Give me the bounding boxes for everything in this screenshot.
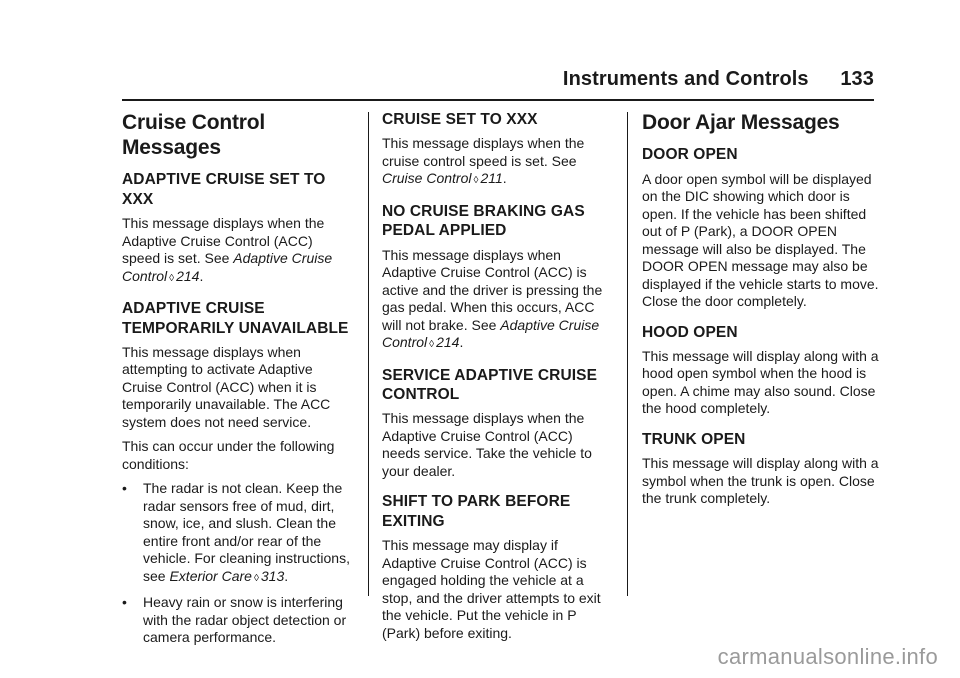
no-cruise-braking-text: This message displays when Adaptive Cruise Control (ACC) is active and the driver is pressing the gas pedal. When this occurs, ACC will not brake. See Adaptive Cruise Control ◊ 214. [382, 246, 603, 351]
adaptive-cruise-control-link[interactable]: Adaptive Cruise Control ◊ 214 [122, 250, 333, 284]
door-open-text: A door open symbol will be displayed on the DIC showing which door is open. If the vehicle has been shifted out of P (Park), a DOOR OPEN message will also be displayed. The DOOR OPEN message may also be displayed if the vehicle starts to move. Close the door completely. [642, 170, 879, 310]
conditions-list [122, 480, 354, 647]
page-ref-icon: ◊ [169, 272, 175, 284]
bullet-icon: • [122, 594, 127, 611]
shift-to-park-text: This message may display if Adaptive Cruise Control (ACC) is engaged holding the vehicle at a stop, and the driver attempts to exit the vehicle. Put the vehicle in P (Park) before exiting. [382, 537, 601, 641]
watermark: carmanualsonline.info [717, 644, 938, 669]
adaptive-cruise-control-link-2[interactable]: Adaptive Cruise Control ◊ 214 [382, 316, 600, 351]
hood-open-heading: HOOD OPEN [642, 323, 738, 341]
page-header [0, 68, 874, 91]
service-adaptive-cruise-text: This message displays when the Adaptive Cruise Control (ACC) needs service. Take the vehicle to your dealer. [382, 410, 592, 479]
column-1 [122, 110, 354, 654]
page-number: 133 [840, 68, 874, 90]
page-ref-icon: ◊ [473, 175, 479, 187]
cruise-control-messages-title: Cruise Control Messages [122, 111, 266, 160]
page-ref-icon: ◊ [253, 572, 259, 584]
column-3 [642, 110, 880, 515]
exterior-care-link[interactable]: Exterior Care ◊ 313 [169, 567, 285, 584]
shift-to-park-heading: SHIFT TO PARK BEFORE EXITING [382, 493, 571, 530]
page-ref-icon: ◊ [429, 339, 435, 351]
cruise-control-link[interactable]: Cruise Control ◊ 211 [382, 170, 503, 187]
cruise-set-heading: CRUISE SET TO XXX [382, 111, 538, 128]
adaptive-cruise-set-heading: ADAPTIVE CRUISE SET TO XXX [122, 171, 326, 208]
cruise-set-text: This message displays when the cruise control speed is set. See Cruise Control ◊ 211. [382, 135, 585, 187]
service-adaptive-cruise-heading: SERVICE ADAPTIVE CRUISE CONTROL [382, 366, 598, 403]
column-divider-1 [368, 112, 369, 596]
adaptive-cruise-unavailable-heading: ADAPTIVE CRUISE TEMPORARILY UNAVAILABLE [122, 300, 349, 337]
list-item: • Heavy rain or snow is interfering with the radar object detection or camera performance. [122, 594, 347, 646]
door-open-heading: DOOR OPEN [642, 146, 738, 164]
list-item: • The radar is not clean. Keep the radar sensors free of mud, dirt, snow, ice, and slush. Clean the entire front and/or rear of the vehicle. For cleaning instructions, see Exterior Care ◊ 313. [122, 480, 350, 584]
column-2 [382, 110, 612, 649]
bullet-icon: • [122, 480, 127, 497]
adaptive-cruise-unavailable-text: This message displays when attempting to activate Adaptive Cruise Control (ACC) when it is temporarily unavailable. The ACC system does not need service. [122, 343, 331, 430]
trunk-open-text: This message will display along with a symbol when the trunk is open. Close the trunk completely. [642, 455, 879, 507]
door-ajar-messages-title: Door Ajar Messages [642, 111, 840, 134]
adaptive-cruise-set-text: This message displays when the Adaptive Cruise Control (ACC) speed is set. See Adaptive Cruise Control ◊ 214. [122, 215, 333, 284]
conditions-intro: This can occur under the following conditions: [122, 438, 335, 472]
hood-open-text: This message will display along with a hood open symbol when the hood is open. A chime may also sound. Close the hood completely. [642, 347, 879, 417]
section-title: Instruments and Controls [562, 68, 809, 90]
trunk-open-heading: TRUNK OPEN [642, 430, 746, 448]
no-cruise-braking-heading: NO CRUISE BRAKING GAS PEDAL APPLIED [382, 202, 585, 240]
column-divider-2 [627, 112, 628, 596]
header-rule [122, 99, 874, 101]
